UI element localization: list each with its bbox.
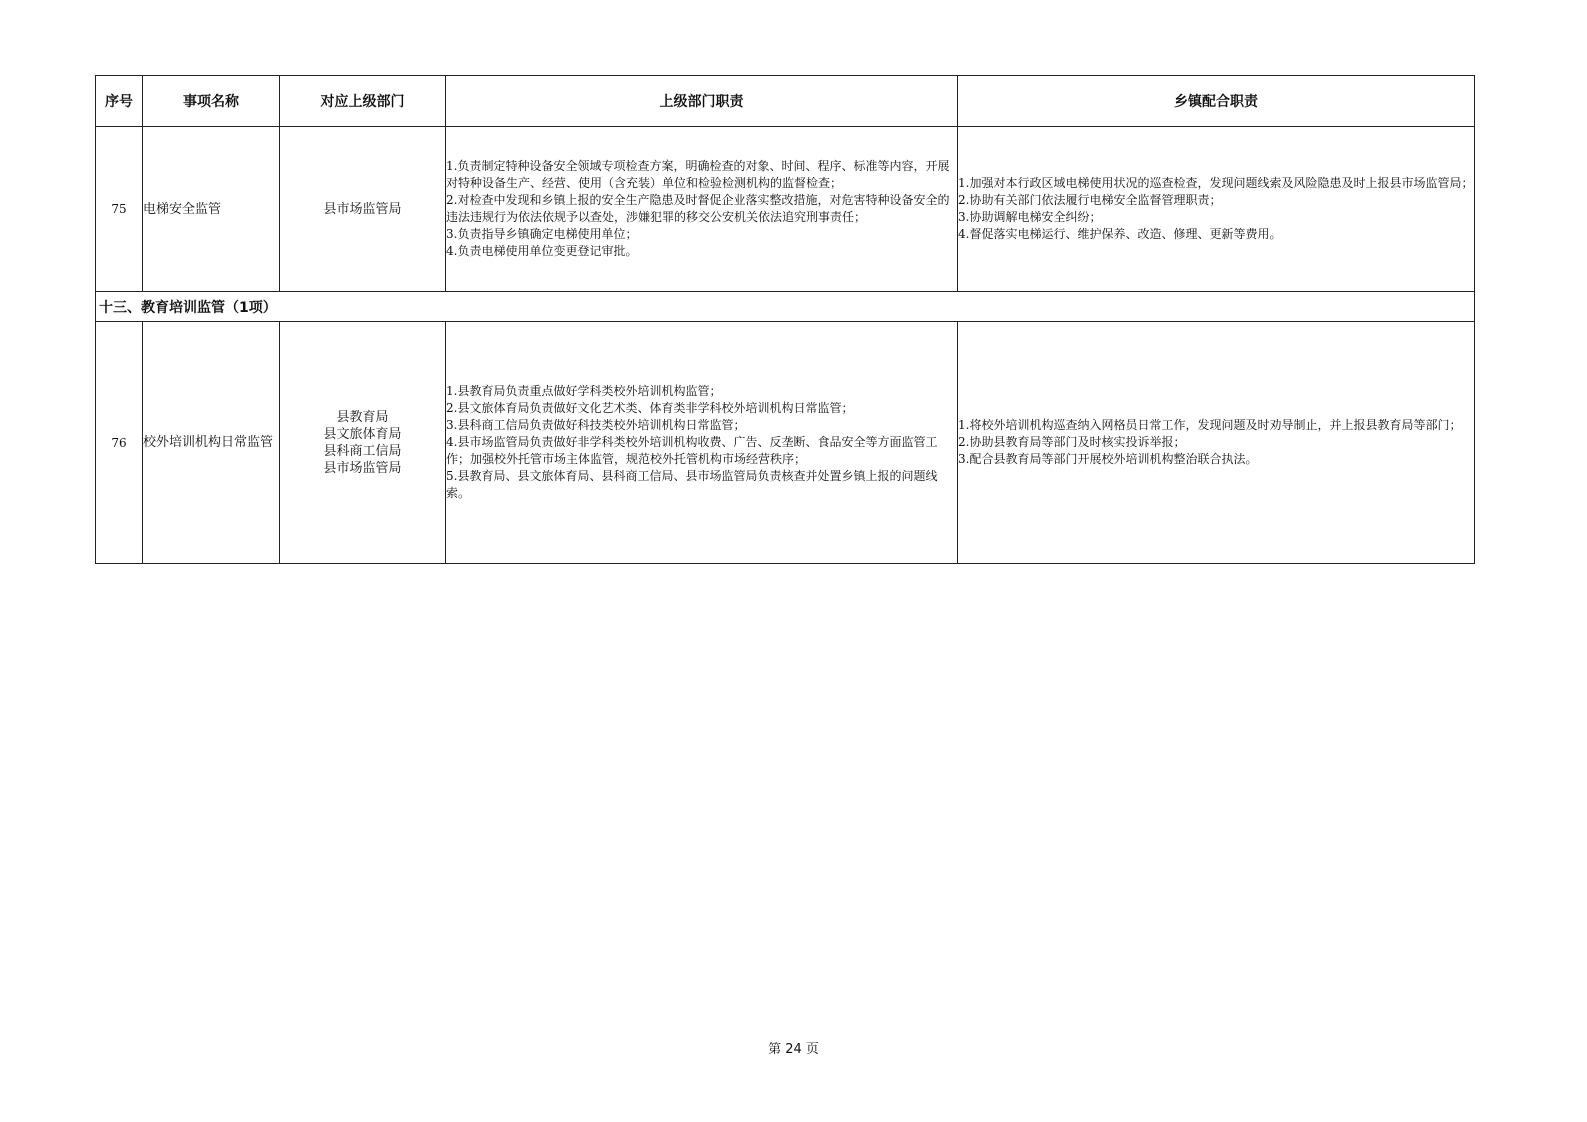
row-seq: 76 <box>96 322 143 564</box>
header-town-duty: 乡镇配合职责 <box>958 76 1475 127</box>
row-seq: 75 <box>96 127 143 292</box>
duty-line: 3.协助调解电梯安全纠纷； <box>958 210 1102 224</box>
row-item-name: 校外培训机构日常监管 <box>143 322 280 564</box>
duty-line: 1.将校外培训机构巡查纳入网格员日常工作，发现问题及时劝导制止，并上报县教育局等部门； <box>958 418 1462 432</box>
header-upper-duty: 上级部门职责 <box>446 76 958 127</box>
page-number: 第 24 页 <box>768 1042 819 1057</box>
duty-line: 4.县市场监管局负责做好非学科类校外培训机构收费、广告、反垄断、食品安全等方面监管工作；加强校外托管市场主体监管，规范校外托管机构市场经营秩序； <box>446 435 938 466</box>
duty-line: 3.县科商工信局负责做好科技类校外培训机构日常监管； <box>446 418 746 432</box>
duty-line: 3.配合县教育局等部门开展校外培训机构整治联合执法。 <box>958 452 1258 466</box>
duty-line: 1.负责制定特种设备安全领域专项检查方案，明确检查的对象、时间、程序、标准等内容，开展对特种设备生产、经营、使用（含充装）单位和检验检测机构的监督检查； <box>446 159 950 190</box>
duty-line: 4.督促落实电梯运行、维护保养、改造、修理、更新等费用。 <box>958 227 1282 241</box>
table-row <box>96 127 1475 292</box>
department-line: 县教育局 <box>336 409 389 425</box>
row-department <box>280 127 446 292</box>
duty-line: 2.协助县教育局等部门及时核实投诉举报； <box>958 435 1186 449</box>
duty-line: 5.县教育局、县文旅体育局、县科商工信局、县市场监管局负责核查并处置乡镇上报的问题线索。 <box>446 469 938 500</box>
department-line: 县市场监管局 <box>323 201 402 217</box>
row-town-duty <box>958 322 1475 564</box>
table-row <box>96 322 1475 564</box>
duty-line: 2.对检查中发现和乡镇上报的安全生产隐患及时督促企业落实整改措施，对危害特种设备安全的违法违规行为依法依规予以查处，涉嫌犯罪的移交公安机关依法追究刑事责任； <box>446 193 950 224</box>
department-line: 县科商工信局 <box>323 443 402 459</box>
duty-line: 2.县文旅体育局负责做好文化艺术类、体育类非学科校外培训机构日常监管； <box>446 401 854 415</box>
department-line: 县文旅体育局 <box>323 426 402 442</box>
duty-line: 4.负责电梯使用单位变更登记审批。 <box>446 244 638 258</box>
header-row <box>96 76 1475 127</box>
row-department <box>280 322 446 564</box>
row-upper-duty <box>446 127 958 292</box>
duty-line: 2.协助有关部门依法履行电梯安全监督管理职责； <box>958 193 1222 207</box>
section-title: 十三、教育培训监管（1项） <box>96 292 1475 322</box>
duty-line: 3.负责指导乡镇确定电梯使用单位； <box>446 227 638 241</box>
department-line: 县市场监管局 <box>323 460 402 476</box>
section-row <box>96 292 1475 322</box>
header-upper-department: 对应上级部门 <box>280 76 446 127</box>
row-town-duty <box>958 127 1475 292</box>
duty-line: 1.加强对本行政区域电梯使用状况的巡查检查，发现问题线索及风险隐患及时上报县市场监管局； <box>958 176 1474 190</box>
duty-line: 1.县教育局负责重点做好学科类校外培训机构监管； <box>446 384 722 398</box>
header-item-name: 事项名称 <box>143 76 280 127</box>
row-item-name: 电梯安全监管 <box>143 127 280 292</box>
row-upper-duty <box>446 322 958 564</box>
header-seq: 序号 <box>96 76 143 127</box>
responsibility-table <box>95 75 1475 564</box>
